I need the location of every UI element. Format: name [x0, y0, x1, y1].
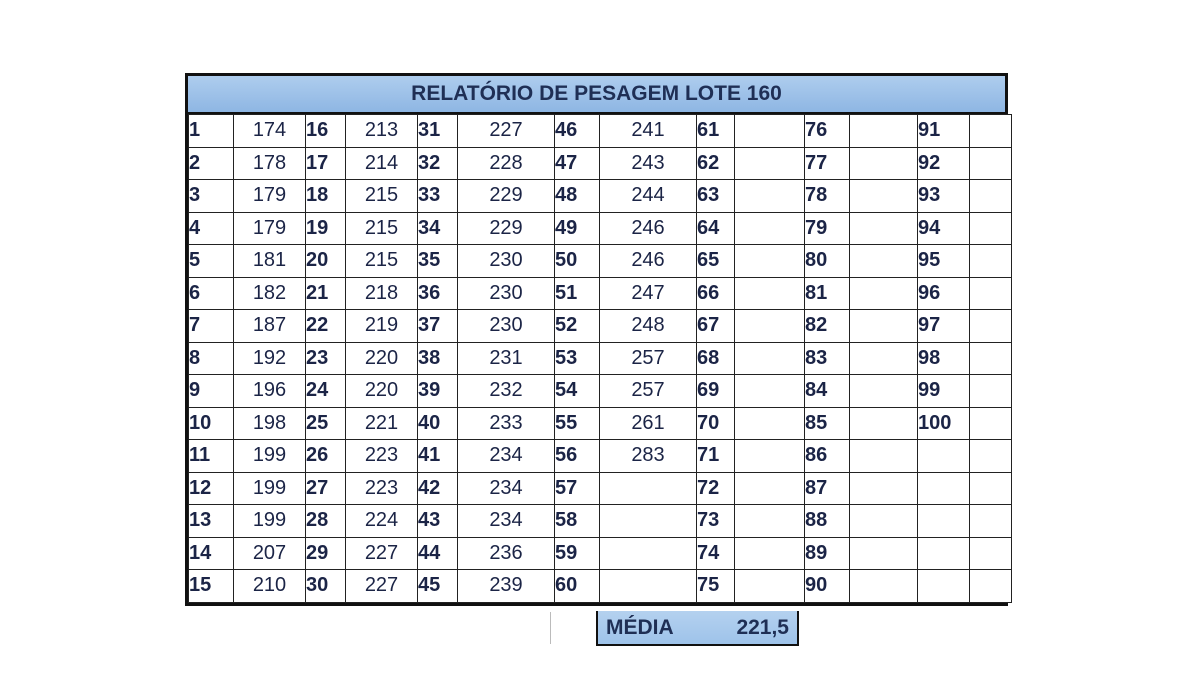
- table-row: [189, 212, 1012, 245]
- animal-number: 62: [697, 147, 735, 180]
- table-row: [189, 342, 1012, 375]
- animal-number: 98: [918, 342, 970, 375]
- animal-number: 38: [418, 342, 458, 375]
- animal-number: 97: [918, 310, 970, 343]
- animal-weight: [600, 570, 697, 603]
- animal-number: 53: [555, 342, 600, 375]
- animal-number: 49: [555, 212, 600, 245]
- animal-number: 70: [697, 407, 735, 440]
- animal-number: 95: [918, 245, 970, 278]
- animal-number: 72: [697, 472, 735, 505]
- animal-weight: 223: [346, 472, 418, 505]
- animal-weight: [735, 505, 805, 538]
- animal-weight: 232: [458, 375, 555, 408]
- animal-number: [918, 440, 970, 473]
- table-row: [189, 245, 1012, 278]
- table-row: [189, 407, 1012, 440]
- animal-weight: [850, 570, 918, 603]
- animal-weight: [600, 505, 697, 538]
- animal-number: 36: [418, 277, 458, 310]
- animal-number: 11: [189, 440, 234, 473]
- animal-weight: 227: [346, 537, 418, 570]
- animal-weight: [735, 212, 805, 245]
- animal-weight: 219: [346, 310, 418, 343]
- animal-weight: 179: [234, 212, 306, 245]
- animal-weight: 247: [600, 277, 697, 310]
- animal-number: 64: [697, 212, 735, 245]
- animal-number: 54: [555, 375, 600, 408]
- animal-weight: [970, 440, 1012, 473]
- animal-number: 84: [805, 375, 850, 408]
- animal-weight: [735, 537, 805, 570]
- animal-weight: [735, 310, 805, 343]
- animal-weight: 178: [234, 147, 306, 180]
- table-row: [189, 440, 1012, 473]
- animal-weight: [970, 212, 1012, 245]
- animal-number: 100: [918, 407, 970, 440]
- animal-number: 60: [555, 570, 600, 603]
- animal-number: 66: [697, 277, 735, 310]
- animal-number: 17: [306, 147, 346, 180]
- table-row: [189, 180, 1012, 213]
- animal-number: 23: [306, 342, 346, 375]
- report-title: RELATÓRIO DE PESAGEM LOTE 160: [188, 76, 1005, 114]
- animal-number: [918, 472, 970, 505]
- animal-weight: 283: [600, 440, 697, 473]
- animal-number: 37: [418, 310, 458, 343]
- animal-number: 5: [189, 245, 234, 278]
- animal-number: 61: [697, 115, 735, 148]
- animal-weight: 234: [458, 440, 555, 473]
- animal-weight: [850, 375, 918, 408]
- animal-number: 39: [418, 375, 458, 408]
- animal-number: 14: [189, 537, 234, 570]
- animal-number: 19: [306, 212, 346, 245]
- animal-number: 10: [189, 407, 234, 440]
- animal-weight: [850, 505, 918, 538]
- animal-number: 7: [189, 310, 234, 343]
- average-value: 221,5: [736, 615, 789, 639]
- table-row: [189, 537, 1012, 570]
- table-row: [189, 310, 1012, 343]
- animal-weight: 215: [346, 180, 418, 213]
- animal-weight: 207: [234, 537, 306, 570]
- animal-number: 20: [306, 245, 346, 278]
- animal-number: 48: [555, 180, 600, 213]
- animal-weight: 213: [346, 115, 418, 148]
- animal-weight: [970, 407, 1012, 440]
- animal-number: 83: [805, 342, 850, 375]
- animal-weight: 182: [234, 277, 306, 310]
- animal-number: 58: [555, 505, 600, 538]
- animal-number: 28: [306, 505, 346, 538]
- animal-number: 35: [418, 245, 458, 278]
- animal-number: 3: [189, 180, 234, 213]
- animal-weight: [850, 407, 918, 440]
- animal-number: 21: [306, 277, 346, 310]
- animal-number: 91: [918, 115, 970, 148]
- animal-weight: [970, 570, 1012, 603]
- animal-number: 99: [918, 375, 970, 408]
- animal-weight: 181: [234, 245, 306, 278]
- animal-weight: 243: [600, 147, 697, 180]
- animal-weight: 246: [600, 245, 697, 278]
- animal-number: 88: [805, 505, 850, 538]
- animal-weight: [850, 277, 918, 310]
- animal-weight: 228: [458, 147, 555, 180]
- animal-weight: 231: [458, 342, 555, 375]
- animal-weight: 198: [234, 407, 306, 440]
- animal-number: 51: [555, 277, 600, 310]
- animal-number: 42: [418, 472, 458, 505]
- animal-weight: 244: [600, 180, 697, 213]
- table-row: [189, 472, 1012, 505]
- animal-number: 18: [306, 180, 346, 213]
- animal-weight: [970, 115, 1012, 148]
- animal-number: 32: [418, 147, 458, 180]
- table-row: [189, 570, 1012, 603]
- animal-number: 13: [189, 505, 234, 538]
- animal-weight: [735, 472, 805, 505]
- animal-weight: 236: [458, 537, 555, 570]
- animal-weight: [970, 245, 1012, 278]
- animal-weight: [850, 310, 918, 343]
- animal-number: [918, 537, 970, 570]
- animal-number: 59: [555, 537, 600, 570]
- animal-number: 55: [555, 407, 600, 440]
- animal-number: 77: [805, 147, 850, 180]
- animal-weight: 261: [600, 407, 697, 440]
- table-row: [189, 505, 1012, 538]
- animal-weight: [850, 472, 918, 505]
- animal-weight: 234: [458, 472, 555, 505]
- animal-weight: 199: [234, 440, 306, 473]
- animal-number: 26: [306, 440, 346, 473]
- animal-number: 43: [418, 505, 458, 538]
- table-row: [189, 115, 1012, 148]
- animal-weight: [850, 440, 918, 473]
- animal-weight: 230: [458, 277, 555, 310]
- animal-weight: [850, 180, 918, 213]
- animal-number: 75: [697, 570, 735, 603]
- animal-number: 56: [555, 440, 600, 473]
- animal-weight: [735, 570, 805, 603]
- animal-number: 2: [189, 147, 234, 180]
- animal-weight: 233: [458, 407, 555, 440]
- animal-number: 12: [189, 472, 234, 505]
- animal-number: 41: [418, 440, 458, 473]
- animal-weight: 230: [458, 245, 555, 278]
- animal-weight: 224: [346, 505, 418, 538]
- animal-number: 4: [189, 212, 234, 245]
- animal-weight: [850, 342, 918, 375]
- animal-weight: [735, 342, 805, 375]
- animal-weight: [970, 472, 1012, 505]
- animal-weight: 227: [346, 570, 418, 603]
- animal-weight: 257: [600, 375, 697, 408]
- animal-number: 25: [306, 407, 346, 440]
- animal-weight: [970, 505, 1012, 538]
- animal-weight: 257: [600, 342, 697, 375]
- animal-number: 79: [805, 212, 850, 245]
- animal-weight: 229: [458, 212, 555, 245]
- animal-weight: 234: [458, 505, 555, 538]
- animal-number: 40: [418, 407, 458, 440]
- animal-number: 52: [555, 310, 600, 343]
- animal-number: 71: [697, 440, 735, 473]
- animal-weight: 241: [600, 115, 697, 148]
- animal-weight: 187: [234, 310, 306, 343]
- animal-number: 1: [189, 115, 234, 148]
- animal-weight: [850, 212, 918, 245]
- animal-number: 81: [805, 277, 850, 310]
- animal-number: 63: [697, 180, 735, 213]
- animal-weight: 192: [234, 342, 306, 375]
- animal-weight: [970, 310, 1012, 343]
- animal-weight: [970, 147, 1012, 180]
- animal-number: 45: [418, 570, 458, 603]
- animal-number: 8: [189, 342, 234, 375]
- animal-weight: [970, 537, 1012, 570]
- animal-weight: [600, 472, 697, 505]
- animal-weight: [970, 375, 1012, 408]
- animal-number: 86: [805, 440, 850, 473]
- animal-number: 82: [805, 310, 850, 343]
- animal-number: 16: [306, 115, 346, 148]
- animal-number: 87: [805, 472, 850, 505]
- animal-number: 80: [805, 245, 850, 278]
- animal-weight: 214: [346, 147, 418, 180]
- animal-number: 89: [805, 537, 850, 570]
- animal-weight: [850, 245, 918, 278]
- animal-weight: 218: [346, 277, 418, 310]
- animal-number: 67: [697, 310, 735, 343]
- animal-weight: 223: [346, 440, 418, 473]
- animal-number: 6: [189, 277, 234, 310]
- animal-number: 29: [306, 537, 346, 570]
- average-box: [596, 611, 799, 646]
- animal-number: 31: [418, 115, 458, 148]
- animal-number: 94: [918, 212, 970, 245]
- animal-weight: 179: [234, 180, 306, 213]
- animal-weight: [735, 180, 805, 213]
- animal-weight: 230: [458, 310, 555, 343]
- animal-weight: [850, 147, 918, 180]
- animal-weight: [735, 277, 805, 310]
- animal-number: 44: [418, 537, 458, 570]
- animal-number: 85: [805, 407, 850, 440]
- animal-number: 96: [918, 277, 970, 310]
- average-label: MÉDIA: [606, 615, 674, 639]
- animal-number: 24: [306, 375, 346, 408]
- animal-number: 90: [805, 570, 850, 603]
- animal-number: 47: [555, 147, 600, 180]
- animal-number: 69: [697, 375, 735, 408]
- animal-number: 30: [306, 570, 346, 603]
- animal-weight: 174: [234, 115, 306, 148]
- animal-number: 76: [805, 115, 850, 148]
- animal-weight: [970, 342, 1012, 375]
- animal-weight: 199: [234, 505, 306, 538]
- animal-weight: 210: [234, 570, 306, 603]
- animal-weight: 221: [346, 407, 418, 440]
- animal-weight: [735, 245, 805, 278]
- animal-number: 92: [918, 147, 970, 180]
- animal-weight: 215: [346, 245, 418, 278]
- animal-weight: 220: [346, 342, 418, 375]
- animal-number: 15: [189, 570, 234, 603]
- animal-number: [918, 570, 970, 603]
- animal-weight: [735, 147, 805, 180]
- animal-number: 9: [189, 375, 234, 408]
- animal-number: [918, 505, 970, 538]
- animal-weight: 229: [458, 180, 555, 213]
- animal-weight: 227: [458, 115, 555, 148]
- animal-weight: [600, 537, 697, 570]
- animal-number: 50: [555, 245, 600, 278]
- weighing-report: [185, 73, 1008, 606]
- table-row: [189, 375, 1012, 408]
- animal-weight: 199: [234, 472, 306, 505]
- animal-weight: [850, 537, 918, 570]
- animal-weight: [970, 277, 1012, 310]
- animal-weight: 215: [346, 212, 418, 245]
- animal-weight: [735, 407, 805, 440]
- animal-weight: 239: [458, 570, 555, 603]
- animal-number: 74: [697, 537, 735, 570]
- animal-weight: 246: [600, 212, 697, 245]
- animal-number: 46: [555, 115, 600, 148]
- animal-weight: 196: [234, 375, 306, 408]
- divider-mark: [550, 612, 551, 644]
- animal-weight: [970, 180, 1012, 213]
- animal-number: 27: [306, 472, 346, 505]
- animal-weight: [735, 375, 805, 408]
- animal-number: 34: [418, 212, 458, 245]
- animal-number: 65: [697, 245, 735, 278]
- animal-number: 57: [555, 472, 600, 505]
- animal-weight: [850, 115, 918, 148]
- animal-number: 68: [697, 342, 735, 375]
- animal-weight: [735, 440, 805, 473]
- animal-weight: 220: [346, 375, 418, 408]
- animal-number: 73: [697, 505, 735, 538]
- animal-weight: [735, 115, 805, 148]
- table-row: [189, 147, 1012, 180]
- animal-weight: 248: [600, 310, 697, 343]
- animal-number: 22: [306, 310, 346, 343]
- animal-number: 93: [918, 180, 970, 213]
- weights-table: [188, 114, 1012, 603]
- table-row: [189, 277, 1012, 310]
- animal-number: 33: [418, 180, 458, 213]
- animal-number: 78: [805, 180, 850, 213]
